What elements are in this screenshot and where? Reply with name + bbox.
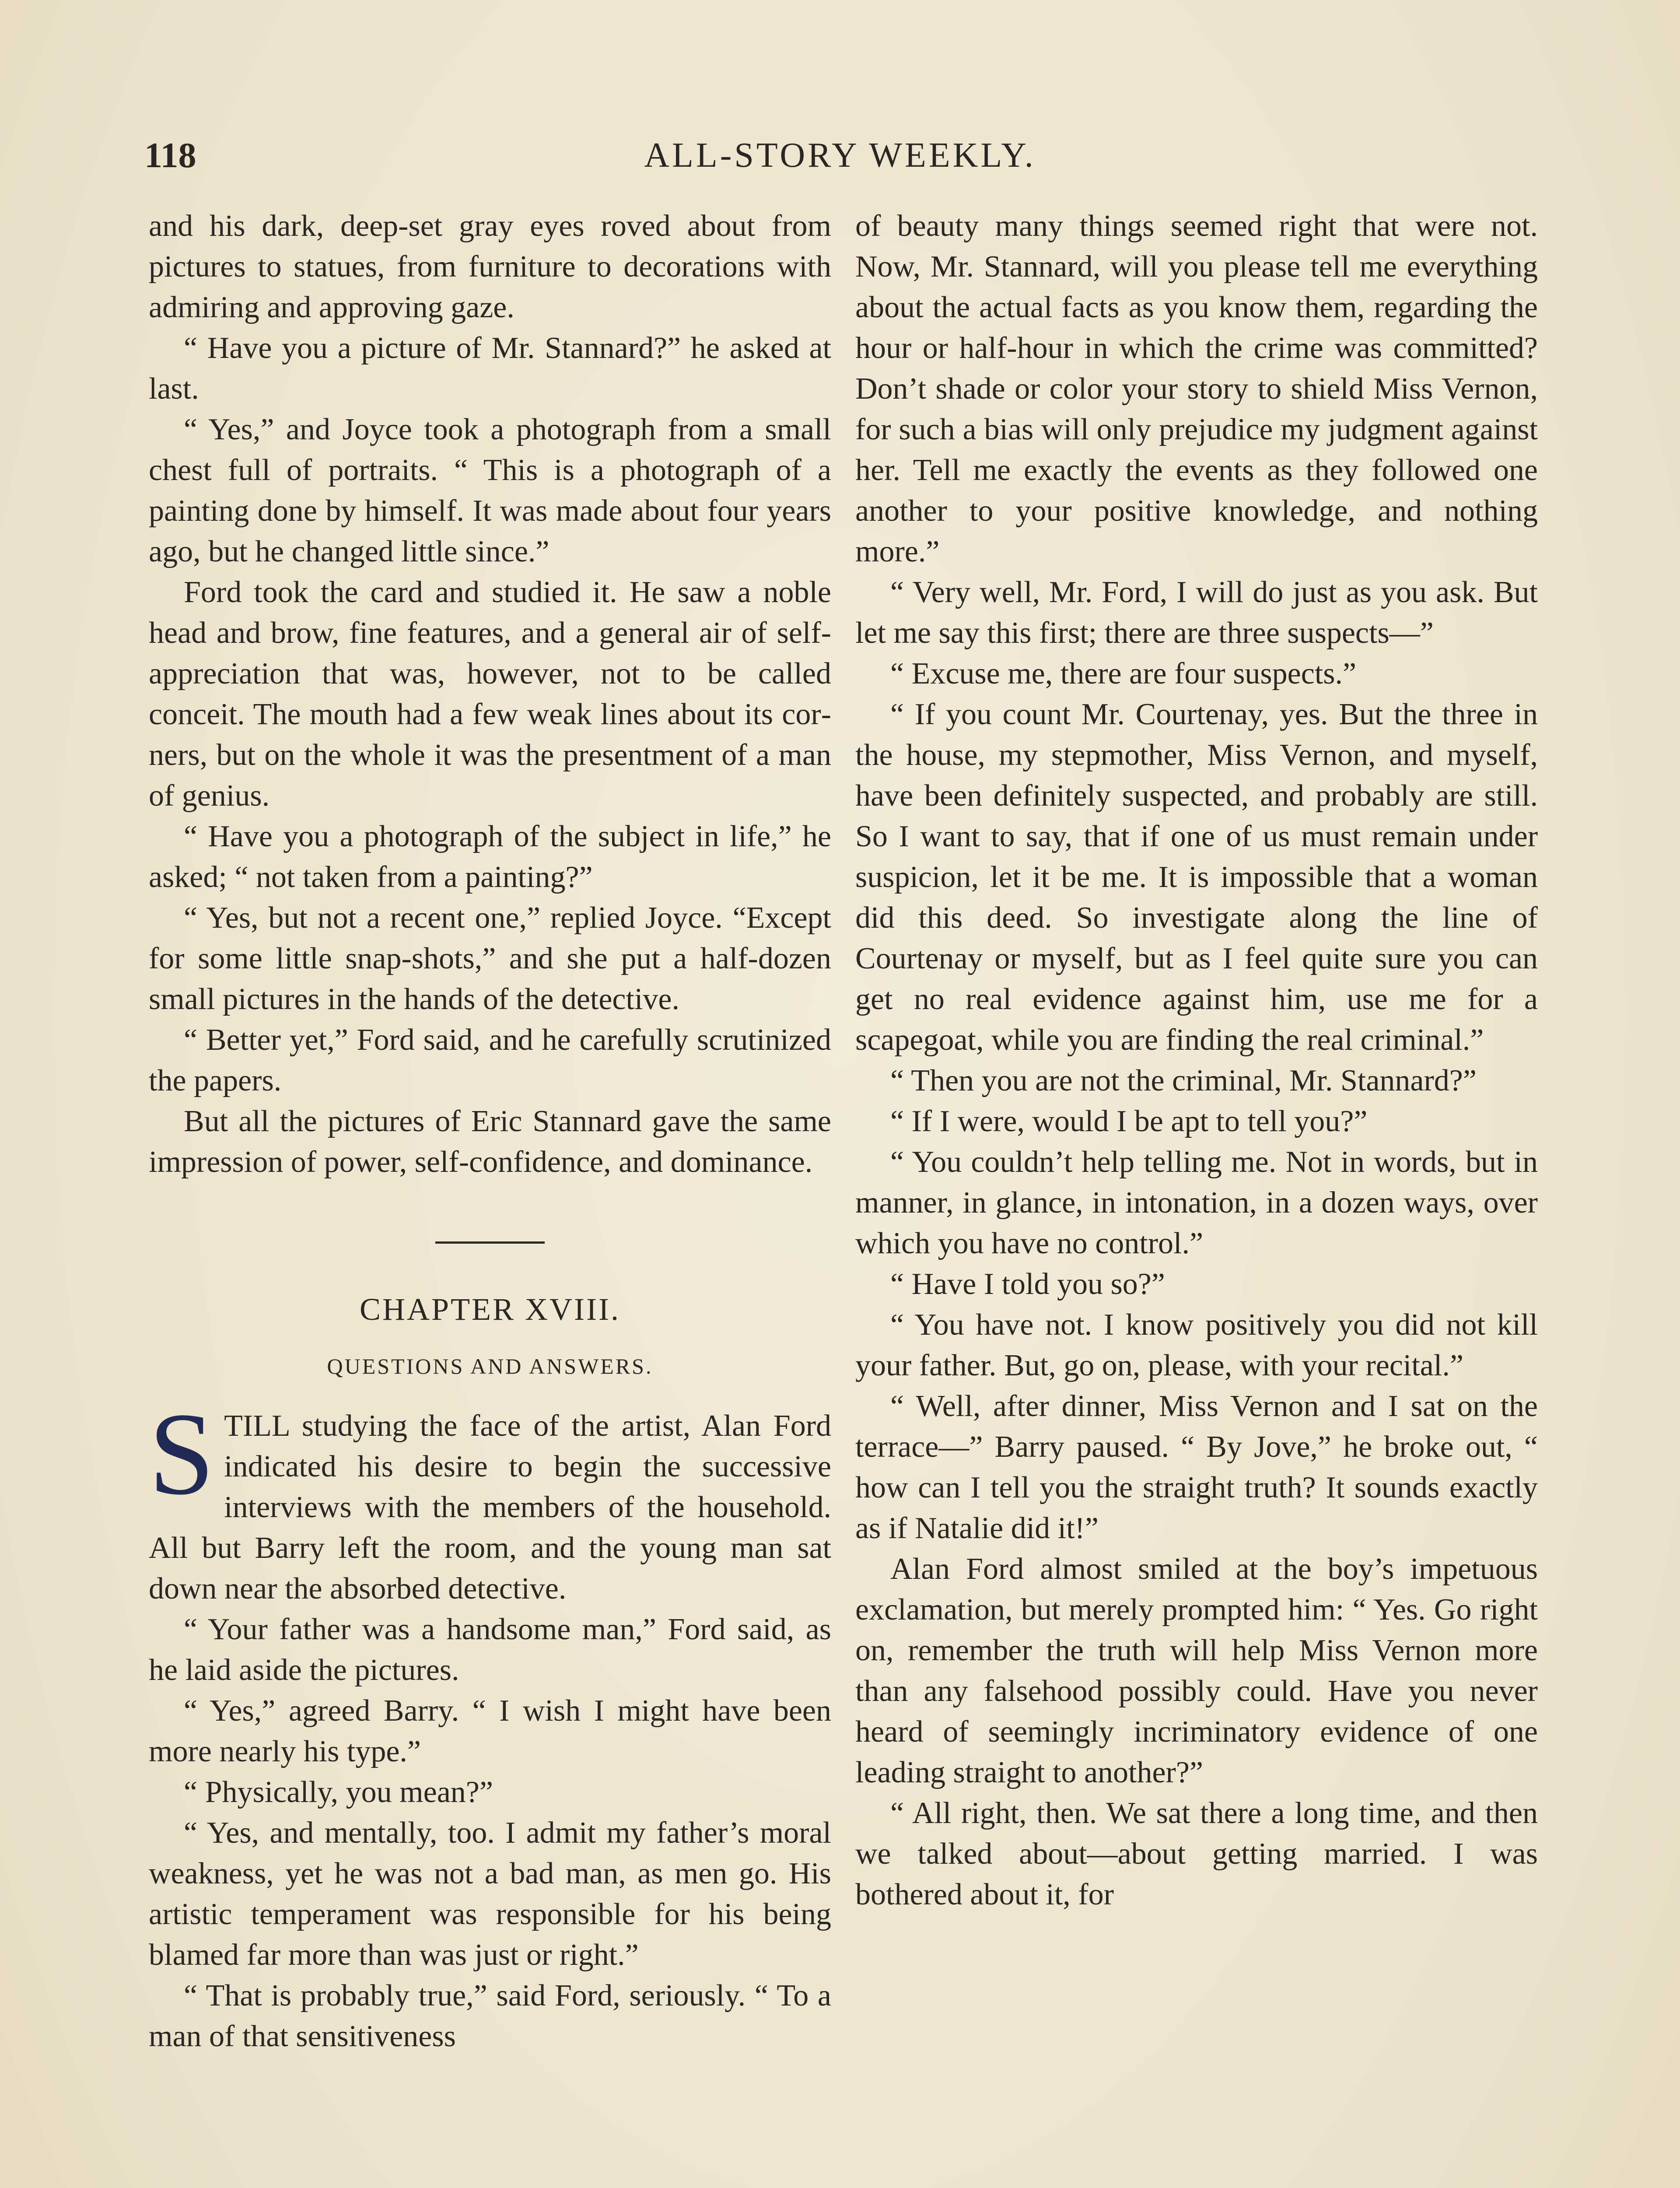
paragraph: “ Yes, and mentally, too. I admit my father’s moral weakness, yet he was not a bad man, as men go. His artistic temperament was responsible for his being blamed far more than was just or right.” xyxy=(149,1816,831,1972)
page-number: 118 xyxy=(144,135,196,175)
paragraph: But all the pictures of Eric Stannard gave the same impression of power, self-confidence, and dominance. xyxy=(149,1105,831,1179)
paragraph: “ If you count Mr. Courtenay, yes. But the three in the house, my stepmother, Miss Vernon, and myself, have been definitely suspected, and probably are still. So I want to say, that if one of us must remain under suspicion, let it be me. It is impossible that a woman did this deed. So investigate along the line of Courtenay or myself, but as I feel quite sure you can get no real evidence against him, use me for a scapegoat, while you are finding the real criminal.” xyxy=(855,698,1538,1057)
paragraph: “ Very well, Mr. Ford, I will do just as you ask. But let me say this first; there are three suspects—” xyxy=(855,575,1538,650)
section-divider xyxy=(435,1241,545,1244)
chapter-title: CHAPTER XVIII. xyxy=(360,1292,620,1327)
right-column xyxy=(855,206,1538,1915)
paragraph: “ All right, then. We sat there a long time, and then we talked about—about getting married. I was bothered about it, for xyxy=(855,1796,1538,1911)
left-column xyxy=(149,206,831,2057)
paragraph: “ Yes, but not a recent one,” replied Joyce. “Except for some little snap-shots,” and she put a half-dozen small pictures in the hands of the detective. xyxy=(149,901,831,1016)
paragraph: “ Yes,” agreed Barry. “ I wish I might have been more nearly his type.” xyxy=(149,1694,831,1768)
paragraph: “ Then you are not the criminal, Mr. Stannard?” xyxy=(890,1064,1477,1098)
paragraph: “ Physically, you mean?” xyxy=(184,1775,493,1809)
paragraph: “ Better yet,” Ford said, and he carefully scrutinized the papers. xyxy=(149,1023,831,1098)
paragraph: “ If I were, would I be apt to tell you?” xyxy=(890,1105,1368,1138)
paragraph: “ Yes,” and Joyce took a photograph from a small chest full of portraits. “ This is a photograph of a painting done by himself. It was made about four years ago, but he changed little since.” xyxy=(149,413,831,568)
page-header xyxy=(144,131,1536,179)
paragraph: “ That is probably true,” said Ford, seriously. “ To a man of that sensitiveness xyxy=(149,1979,831,2053)
paragraph: “ You have not. I know positively you did not kill your father. But, go on, please, with your recital.” xyxy=(855,1308,1538,1382)
drop-cap: S xyxy=(149,1389,215,1519)
running-title: ALL-STORY WEEKLY. xyxy=(644,136,1036,175)
paragraph: “ Have you a picture of Mr. Stannard?” he asked at last. xyxy=(149,331,831,406)
paragraph: of beauty many things seemed right that were not. Now, Mr. Stannard, will you please tell me everything about the actual facts as you know them, regarding the hour or half-hour in which the crime was committed? Don’t shade or color your story to shield Miss Vernon, for such a bias will only prejudice my judgment against her. Tell me exactly the events as they followed one another to your positive knowledge, and nothing more.” xyxy=(855,209,1538,568)
chapter-subtitle: QUESTIONS AND ANSWERS. xyxy=(327,1354,653,1378)
paragraph: “ Well, after dinner, Miss Vernon and I sat on the terrace—” Barry paused. “ By Jove,” he broke out, “ how can I tell you the straight truth? It sounds exactly as if Natalie did it!” xyxy=(855,1389,1538,1545)
opening-text: TILL studying the face of the artist, Alan Ford indicated his desire to begin the successive interviews with the members of the household. All but Barry left the room, and the young man sat down near the absorbed detective. xyxy=(149,1409,831,1606)
paragraph: “ Excuse me, there are four suspects.” xyxy=(890,657,1357,691)
paragraph: “ Have I told you so?” xyxy=(890,1267,1165,1301)
paragraph: “ Have you a photograph of the subject in life,” he asked; “ not taken from a painting?” xyxy=(149,820,831,894)
paragraph: “ You couldn’t help telling me. Not in words, but in manner, in glance, in intonation, in a dozen ways, over which you have no control.” xyxy=(855,1145,1538,1260)
paragraph: “ Your father was a handsome man,” Ford said, as he laid aside the pictures. xyxy=(149,1613,831,1687)
paragraph: and his dark, deep-set gray eyes roved about from pictures to statues, from furniture to decorations with admiring and approving gaze. xyxy=(149,209,831,324)
chapter-opening-paragraph xyxy=(149,1389,831,1609)
paragraph: Ford took the card and studied it. He saw a noble head and brow, fine features, and a general air of self-appreciation that was, however, not to be called conceit. The mouth had a few weak lines about its corners, but on the whole it was the presentment of a man of genius. xyxy=(149,575,831,813)
paragraph: Alan Ford almost smiled at the boy’s impetuous exclamation, but merely prompted him: “ Yes. Go right on, remember the truth will help Miss Vernon more than any falsehood possibly could. Have you never heard of seemingly incriminatory evidence of one leading straight to another?” xyxy=(855,1552,1538,1789)
